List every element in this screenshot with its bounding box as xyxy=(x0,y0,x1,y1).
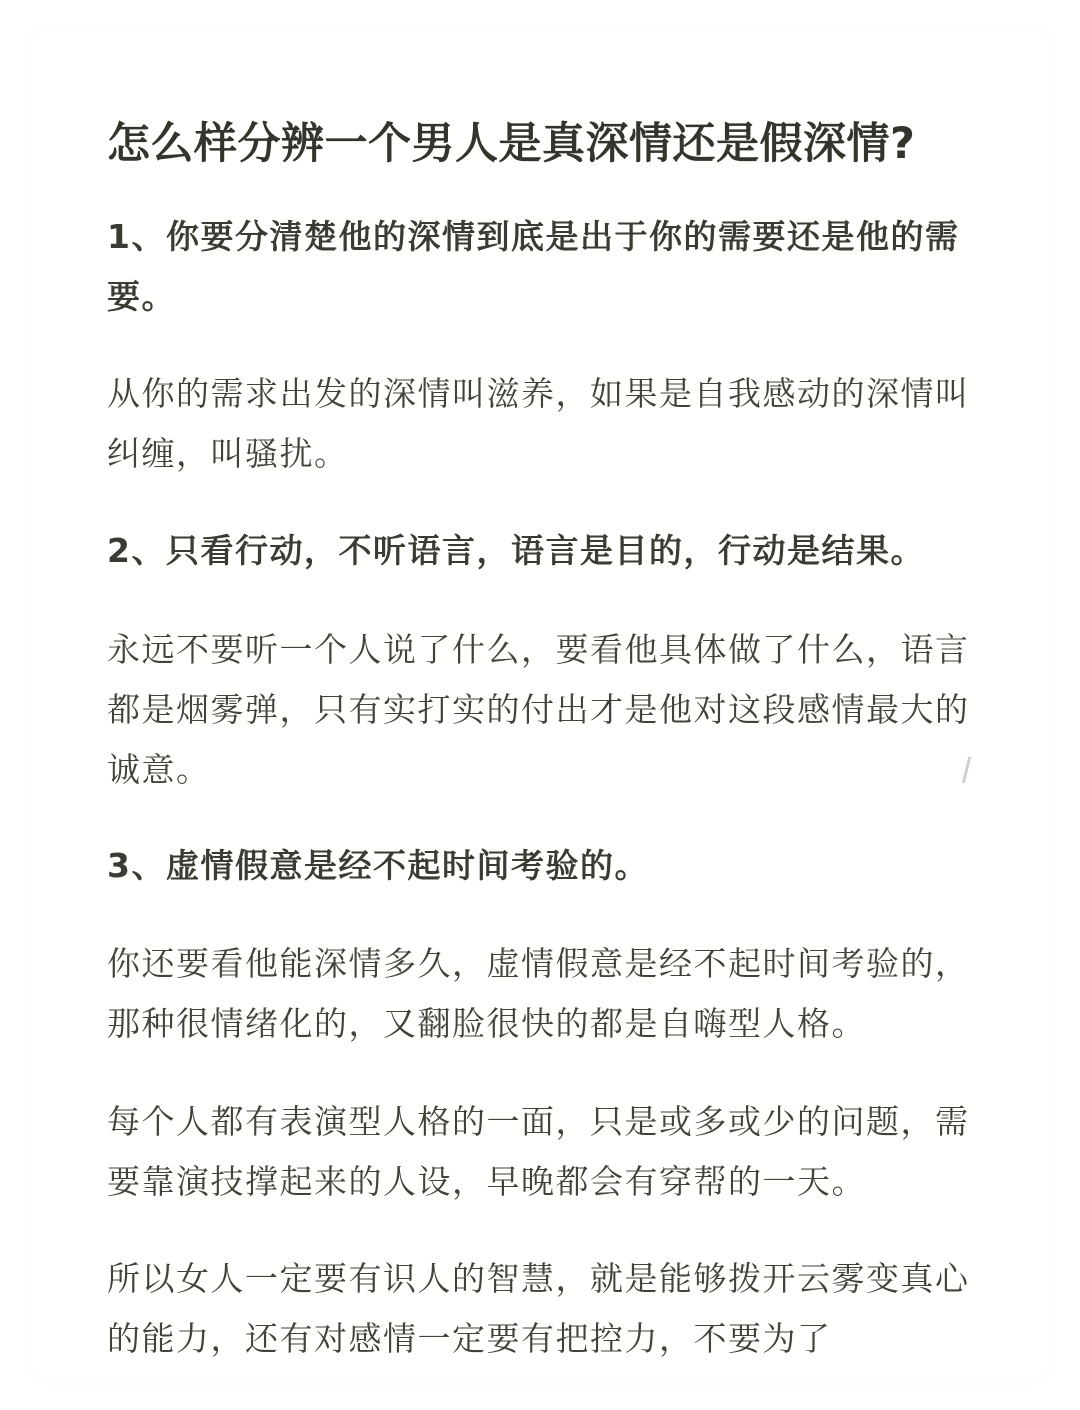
point-3-paragraph-3: 所以女人一定要有识人的智慧，就是能够拨开云雾变真心的能力，还有对感情一定要有把控力，不要为了 xyxy=(107,1259,970,1358)
point-1-heading: 1、你要分清楚他的深情到底是出于你的需要还是他的需要。 xyxy=(107,217,960,316)
point-3-paragraph-2: 每个人都有表演型人格的一面，只是或多或少的问题，需要靠演技撑起来的人设，早晚都会有穿帮的一天。 xyxy=(107,1102,970,1201)
point-3-heading: 3、虚情假意是经不起时间考验的。 xyxy=(107,846,649,885)
article-title: 怎么样分辨一个男人是真深情还是假深情? xyxy=(107,119,916,169)
point-3-paragraph-1: 你还要看他能深情多久，虚情假意是经不起时间考验的，那种很情绪化的，又翻脸很快的都是自嗨型人格。 xyxy=(107,944,970,1043)
point-2-paragraph: 永远不要听一个人说了什么，要看他具体做了什么，语言都是烟雾弹，只有实打实的付出才是他对这段感情最大的诚意。 xyxy=(107,630,970,789)
point-1-paragraph: 从你的需求出发的深情叫滋养，如果是自我感动的深情叫纠缠，叫骚扰。 xyxy=(107,374,970,473)
point-2-heading: 2、只看行动，不听语言，语言是目的，行动是结果。 xyxy=(107,531,925,570)
